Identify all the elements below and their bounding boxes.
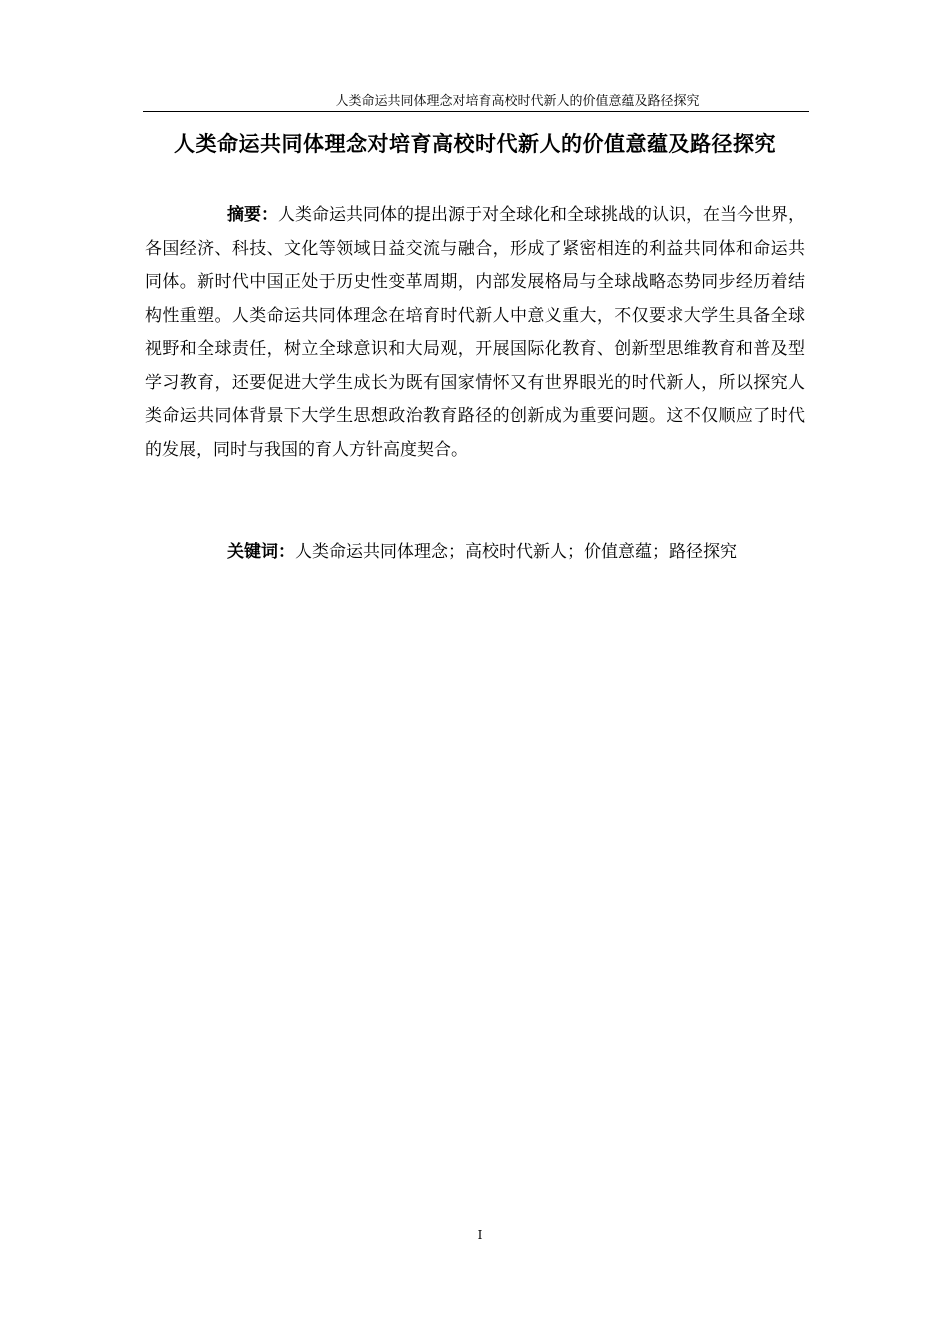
keywords-text: 人类命运共同体理念；高校时代新人；价值意蕴；路径探究 xyxy=(295,542,737,562)
page-number: I xyxy=(477,1228,483,1242)
header-divider xyxy=(143,111,809,112)
document-title: 人类命运共同体理念对培育高校时代新人的价值意蕴及路径探究 xyxy=(174,132,776,156)
running-header: 人类命运共同体理念对培育高校时代新人的价值意蕴及路径探究 xyxy=(335,94,700,109)
abstract-label: 摘要： xyxy=(227,205,278,225)
keywords-label: 关键词： xyxy=(227,542,295,562)
keywords-line xyxy=(227,536,737,570)
abstract-text: 人类命运共同体的提出源于对全球化和全球挑战的认识，在当今世界，各国经济、科技、文化等领域日益交流与融合，形成了紧密相连的利益共同体和命运共同体。新时代中国正处于历史性变革周期，内部发展格局与全球战略态势同步经历着结构性重塑。人类命运共同体理念在培育时代新人中意义重大，不仅要求大学生具备全球视野和全球责任，树立全球意识和大局观，开展国际化教育、创新型思维教育和普及型学习教育，还要促进大学生成长为既有国家情怀又有世界眼光的时代新人，所以探究人类命运共同体背景下大学生思想政治教育路径的创新成为重要问题。这不仅顺应了时代的发展，同时与我国的育人方针高度契合。 xyxy=(145,205,805,460)
abstract-paragraph xyxy=(145,199,805,467)
